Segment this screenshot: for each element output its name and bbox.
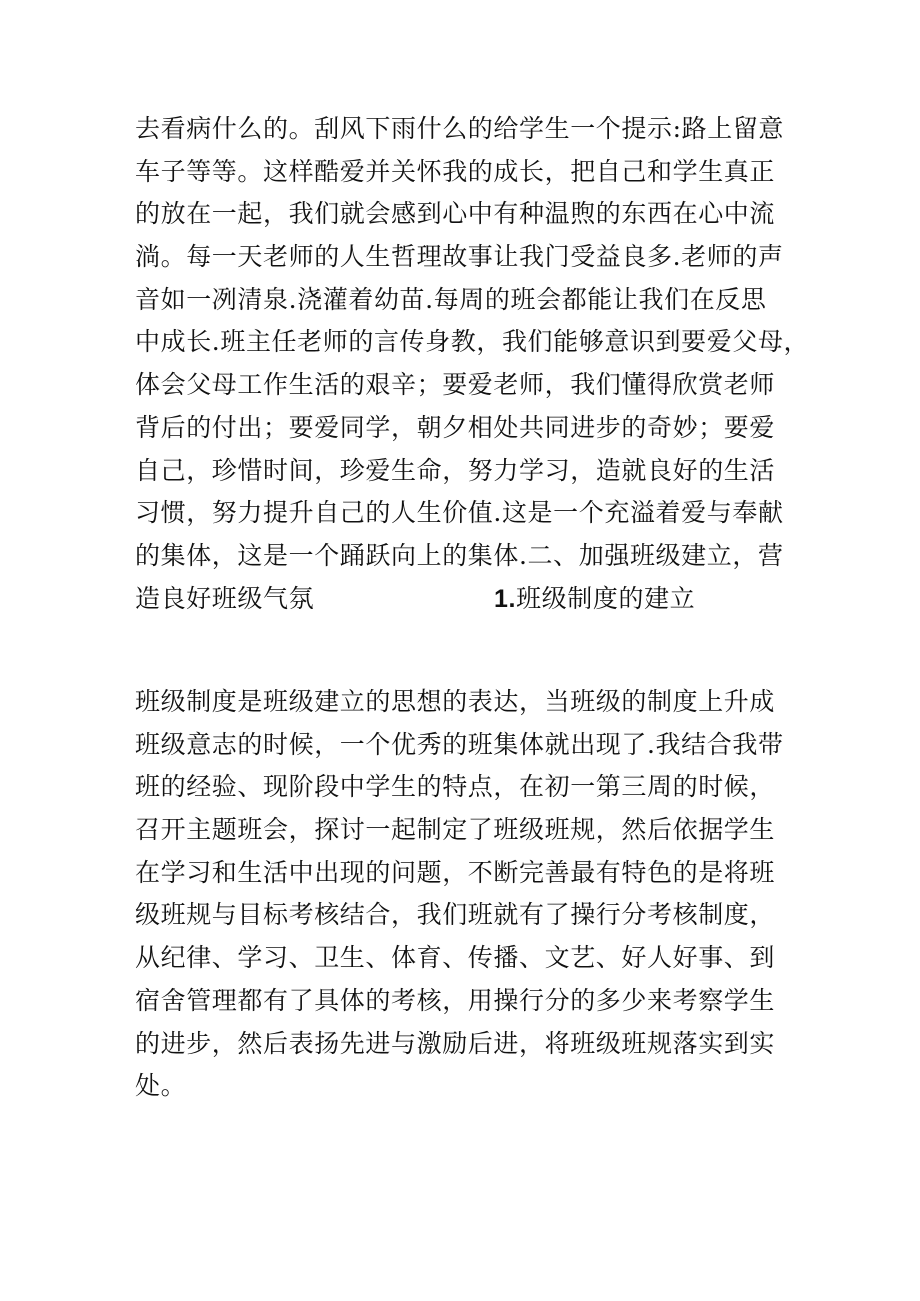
text-line: 班级制度是班级建立的思想的表达，当班级的制度上升成 <box>135 687 776 716</box>
text-line: 的放在一起，我们就会感到心中有种温煦的东西在心中流 <box>135 199 776 229</box>
text-line: 车子等等。这样酷爱并关怀我的成长，把自己和学生真正 <box>135 156 776 186</box>
text-line: 召开主题班会，探讨一起制定了班级班规，然后依据学生 <box>135 815 776 845</box>
text-line: 班的经验、现阶段中学生的特点，在初一第三周的时候， <box>135 772 776 802</box>
text-line: 体会父母工作生活的艰辛；要爱老师，我们懂得欣赏老师 <box>135 370 776 400</box>
text-line: 的进步，然后表扬先进与激励后进，将班级班规落实到实 <box>135 1028 776 1058</box>
text-line: 级班规与目标考核结合，我们班就有了操行分考核制度， <box>135 900 776 930</box>
text-line: 自己，珍惜时间，珍爱生命，努力学习，造就良好的生活 <box>135 455 776 485</box>
body-text <box>135 108 815 620</box>
heading-text: 班级制度的建立 <box>516 583 696 613</box>
text-fragment: 造良好班级气氛 <box>135 583 315 613</box>
text-line: 音如一冽清泉.浇灌着幼苗.每周的班会都能让我们在反思 <box>135 284 767 314</box>
text-line: 班级意志的时候，一个优秀的班集体就出现了.我结合我带 <box>135 729 784 759</box>
text-line: 背后的付出；要爱同学，朝夕相处共同进步的奇妙；要爱 <box>135 412 776 442</box>
text-line: 处。 <box>135 1071 187 1101</box>
section-heading <box>494 578 695 621</box>
text-line: 从纪律、学习、卫生、体育、传播、文艺、好人好事、到 <box>135 943 776 973</box>
text-line: 的集体，这是一个踊跃向上的集体.二、加强班级建立，营 <box>135 540 784 570</box>
body-text-section <box>135 681 815 1108</box>
heading-number: 1. <box>494 584 517 613</box>
text-line: 中成长.班主任老师的言传身教，我们能够意识到要爱父母， <box>135 327 810 357</box>
split-line <box>135 578 815 621</box>
text-line: 习惯，努力提升自己的人生价值.这是一个充溢着爱与奉献 <box>135 498 784 528</box>
text-line: 在学习和生活中出现的问题，不断完善最有特色的是将班 <box>135 857 776 887</box>
text-line: 去看病什么的。刮风下雨什么的给学生一个提示:路上留意 <box>135 114 785 143</box>
text-line: 宿舍管理都有了具体的考核，用操行分的多少来考察学生 <box>135 985 776 1015</box>
text-line: 淌。每一天老师的人生哲理故事让我门受益良多.老师的声 <box>135 242 784 272</box>
